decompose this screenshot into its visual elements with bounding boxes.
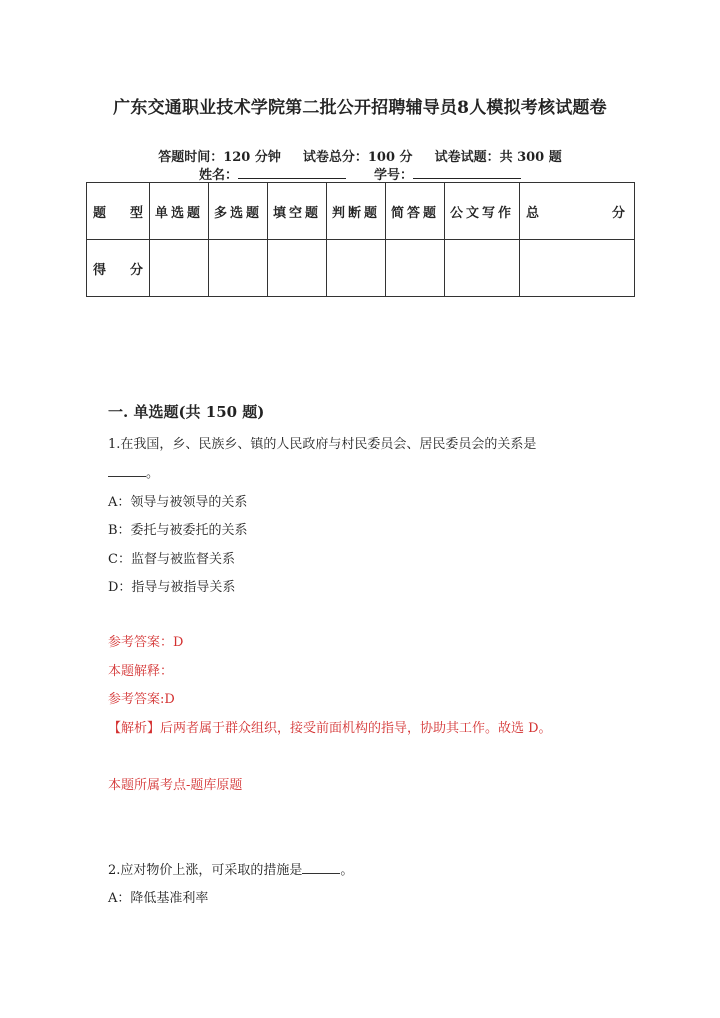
q2-answer-blank[interactable] bbox=[302, 862, 340, 874]
q1-reference-answer: 参考答案：D bbox=[108, 635, 184, 650]
q1-option-c: C：监督与被监督关系 bbox=[108, 552, 235, 567]
q1-analysis: 【解析】后两者属于群众组织，接受前面机构的指导，协助其工作。故选 D。 bbox=[108, 721, 552, 736]
cell-multiple-choice: 多选题 bbox=[209, 183, 268, 240]
q1-option-a: A：领导与被领导的关系 bbox=[108, 495, 248, 510]
score-cell-single[interactable] bbox=[150, 240, 209, 297]
score-table-header-row bbox=[87, 183, 635, 240]
score-cell-judge[interactable] bbox=[327, 240, 386, 297]
cell-total: 总 分 bbox=[520, 183, 635, 240]
score-table-score-row bbox=[87, 240, 635, 297]
page-title: 广东交通职业技术学院第二批公开招聘辅导员8人模拟考核试题卷 bbox=[113, 98, 607, 118]
exam-time: 答题时间：120 分钟 bbox=[158, 150, 281, 165]
q1-category: 本题所属考点-题库原题 bbox=[108, 778, 243, 793]
exam-info-line bbox=[0, 146, 720, 165]
q1-explain-label: 本题解释： bbox=[108, 664, 174, 679]
cell-score-label: 得 分 bbox=[87, 240, 150, 297]
exam-total-questions: 试卷试题：共 300 题 bbox=[434, 150, 562, 165]
q2-stem: 2.应对物价上涨，可采取的措施是 。 bbox=[108, 863, 354, 878]
q1-stem-line1: 1.在我国，乡、民族乡、镇的人民政府与村民委员会、居民委员会的关系是 bbox=[108, 437, 537, 452]
q1-answer-blank[interactable] bbox=[108, 465, 146, 477]
cell-fill-blank: 填空题 bbox=[268, 183, 327, 240]
id-label: 学号： bbox=[374, 168, 414, 183]
q1-stem-line2: 。 bbox=[108, 462, 159, 481]
q1-option-b: B：委托与被委托的关系 bbox=[108, 523, 248, 538]
name-label: 姓名： bbox=[198, 168, 238, 183]
score-cell-short[interactable] bbox=[386, 240, 445, 297]
score-table bbox=[86, 182, 635, 297]
name-blank[interactable] bbox=[238, 166, 346, 179]
score-cell-multiple[interactable] bbox=[209, 240, 268, 297]
student-info-line bbox=[0, 164, 720, 183]
cell-short-answer: 简答题 bbox=[386, 183, 445, 240]
score-cell-writing[interactable] bbox=[445, 240, 520, 297]
exam-total-score: 试卷总分：100 分 bbox=[302, 150, 413, 165]
score-cell-total[interactable] bbox=[520, 240, 635, 297]
q1-option-d: D：指导与被指导关系 bbox=[108, 580, 236, 595]
q2-option-a: A：降低基准利率 bbox=[108, 891, 209, 906]
cell-question-type: 题 型 bbox=[87, 183, 150, 240]
cell-official-writing: 公文写作 bbox=[445, 183, 520, 240]
cell-true-false: 判断题 bbox=[327, 183, 386, 240]
section-title: 一. 单选题(共 150 题) bbox=[108, 403, 265, 421]
score-cell-fill[interactable] bbox=[268, 240, 327, 297]
q1-reference-answer-2: 参考答案:D bbox=[108, 692, 175, 707]
id-blank[interactable] bbox=[413, 166, 521, 179]
cell-single-choice: 单选题 bbox=[150, 183, 209, 240]
